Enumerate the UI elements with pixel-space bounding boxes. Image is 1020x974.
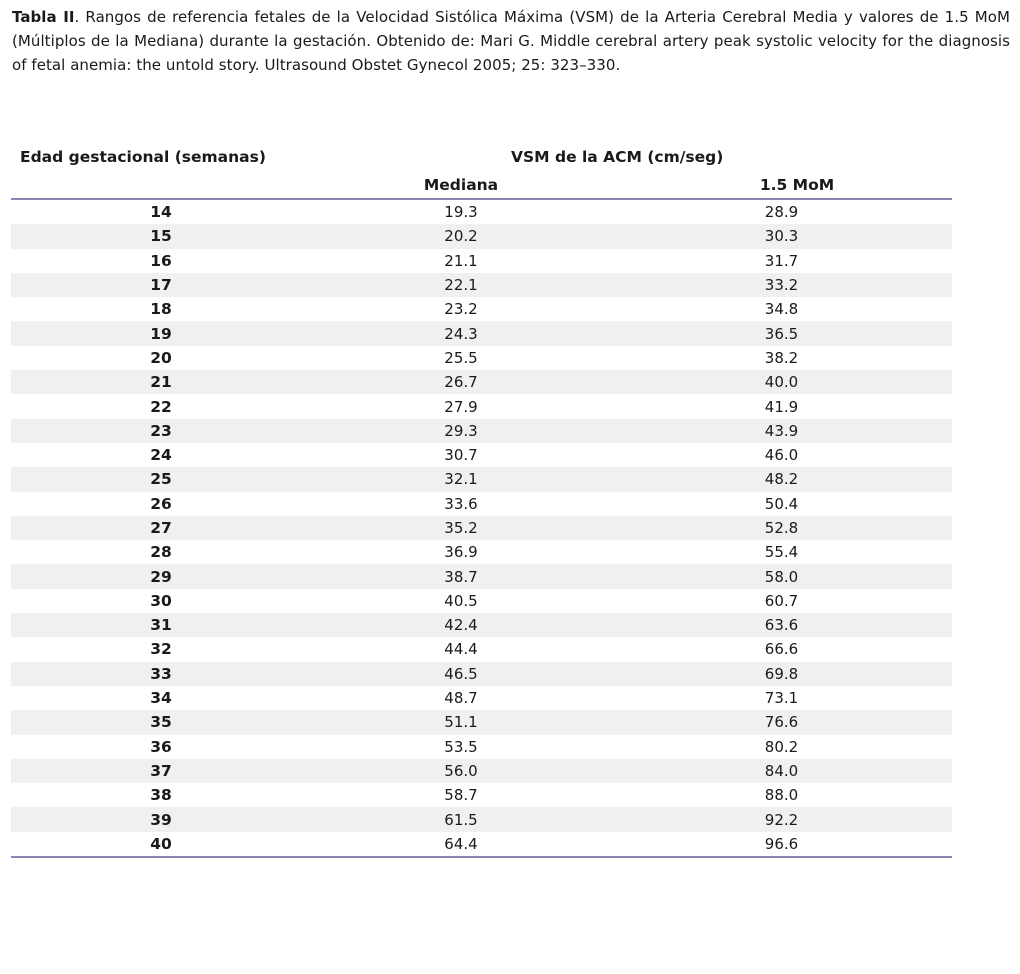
table-row: [11, 346, 952, 370]
table-row: [11, 735, 952, 759]
median-cell: 35.2: [311, 516, 611, 540]
age-cell: 23: [11, 419, 311, 443]
mom-cell: 41.9: [764, 397, 799, 416]
median-cell: 40.5: [444, 591, 478, 610]
mom-cell: 84.0: [611, 759, 952, 783]
table-row: [11, 321, 952, 345]
mom-cell: 76.6: [611, 710, 952, 734]
table-row: [11, 783, 952, 807]
table-row: [11, 467, 952, 491]
mom-cell: 96.6: [764, 834, 799, 853]
age-cell: 17: [11, 273, 311, 297]
median-cell: 36.9: [444, 543, 478, 562]
table-row: [11, 200, 952, 224]
table-caption: [12, 5, 1010, 77]
table-row: [11, 832, 952, 856]
age-cell: 22: [150, 397, 172, 416]
age-cell: 39: [11, 807, 311, 831]
age-cell: 34: [150, 689, 172, 708]
table-row: [11, 807, 952, 831]
mom-cell: 36.5: [611, 321, 952, 345]
age-cell: 30: [150, 591, 172, 610]
age-cell: 26: [150, 494, 172, 513]
median-cell: 32.1: [311, 467, 611, 491]
median-cell: 19.3: [444, 203, 478, 222]
header-vsm-group: VSM de la ACM (cm/seg): [511, 148, 724, 166]
table-row: [11, 516, 952, 540]
median-cell: 24.3: [311, 321, 611, 345]
age-cell: 37: [11, 759, 311, 783]
table-body: [11, 200, 952, 856]
footer-rule: [11, 856, 952, 858]
age-cell: 15: [11, 224, 311, 248]
age-cell: 36: [150, 737, 172, 756]
median-cell: 42.4: [311, 613, 611, 637]
mom-cell: 43.9: [611, 419, 952, 443]
table-row: [11, 759, 952, 783]
caption-label: Tabla II: [12, 8, 75, 26]
mom-cell: 40.0: [611, 370, 952, 394]
age-cell: 38: [150, 786, 172, 805]
header-mom: 1.5 MoM: [759, 176, 835, 194]
mom-cell: 52.8: [611, 516, 952, 540]
table-row: [11, 224, 952, 248]
age-cell: 19: [11, 321, 311, 345]
table-row: [11, 297, 952, 321]
age-cell: 24: [150, 446, 172, 465]
mom-cell: 28.9: [764, 203, 799, 222]
age-cell: 27: [11, 516, 311, 540]
table-row: [11, 273, 952, 297]
mom-cell: 80.2: [764, 737, 799, 756]
age-cell: 16: [150, 251, 172, 270]
table-header-main: [11, 142, 952, 176]
caption-text: . Rangos de referencia fetales de la Velocidad Sistólica Máxima (VSM) de la Arteria Cerebral Media y valores de 1.5 MoM (Múltiplos de la Mediana) durante la gestación. Obtenido de: Mari G. Middle cerebral artery peak systolic velocity for the diagnosis of fetal anemia: the untold story. Ultrasound Obstet Gynecol 2005; 25: 323–330.: [12, 8, 1010, 74]
mom-cell: 92.2: [611, 807, 952, 831]
mom-cell: 63.6: [611, 613, 952, 637]
mom-cell: 66.6: [764, 640, 799, 659]
median-cell: 38.7: [311, 564, 611, 588]
median-cell: 22.1: [311, 273, 611, 297]
table-row: [11, 589, 952, 613]
mom-cell: 50.4: [764, 494, 799, 513]
median-cell: 27.9: [444, 397, 478, 416]
median-cell: 61.5: [311, 807, 611, 831]
median-cell: 26.7: [311, 370, 611, 394]
reference-table: [11, 142, 952, 858]
median-cell: 21.1: [444, 251, 478, 270]
age-cell: 21: [11, 370, 311, 394]
table-row: [11, 564, 952, 588]
table-row: [11, 249, 952, 273]
median-cell: 20.2: [311, 224, 611, 248]
age-cell: 18: [150, 300, 172, 319]
median-cell: 53.5: [444, 737, 478, 756]
age-cell: 40: [150, 834, 172, 853]
median-cell: 25.5: [444, 348, 478, 367]
median-cell: 23.2: [444, 300, 478, 319]
median-cell: 64.4: [444, 834, 478, 853]
median-cell: 48.7: [444, 689, 478, 708]
table-row: [11, 710, 952, 734]
mom-cell: 38.2: [764, 348, 799, 367]
mom-cell: 31.7: [764, 251, 799, 270]
mom-cell: 69.8: [611, 662, 952, 686]
age-cell: 31: [11, 613, 311, 637]
age-cell: 20: [150, 348, 172, 367]
age-cell: 32: [150, 640, 172, 659]
header-median: Mediana: [423, 176, 499, 194]
age-cell: 25: [11, 467, 311, 491]
mom-cell: 46.0: [764, 446, 799, 465]
mom-cell: 60.7: [764, 591, 799, 610]
header-gestational-age: Edad gestacional (semanas): [20, 148, 266, 166]
median-cell: 33.6: [444, 494, 478, 513]
table-row: [11, 637, 952, 661]
table-header-sub: [11, 176, 952, 198]
age-cell: 14: [150, 203, 172, 222]
median-cell: 44.4: [444, 640, 478, 659]
median-cell: 30.7: [444, 446, 478, 465]
mom-cell: 33.2: [611, 273, 952, 297]
table-row: [11, 540, 952, 564]
median-cell: 29.3: [311, 419, 611, 443]
mom-cell: 48.2: [611, 467, 952, 491]
mom-cell: 34.8: [764, 300, 799, 319]
mom-cell: 55.4: [764, 543, 799, 562]
median-cell: 46.5: [311, 662, 611, 686]
age-cell: 33: [11, 662, 311, 686]
mom-cell: 73.1: [764, 689, 799, 708]
age-cell: 28: [150, 543, 172, 562]
table-row: [11, 394, 952, 418]
median-cell: 58.7: [444, 786, 478, 805]
mom-cell: 88.0: [764, 786, 799, 805]
table-row: [11, 492, 952, 516]
data-table: [11, 200, 952, 856]
median-cell: 51.1: [311, 710, 611, 734]
table-row: [11, 443, 952, 467]
table-row: [11, 370, 952, 394]
age-cell: 35: [11, 710, 311, 734]
table-row: [11, 686, 952, 710]
table-row: [11, 613, 952, 637]
table-row: [11, 662, 952, 686]
table-row: [11, 419, 952, 443]
age-cell: 29: [11, 564, 311, 588]
mom-cell: 58.0: [611, 564, 952, 588]
mom-cell: 30.3: [611, 224, 952, 248]
median-cell: 56.0: [311, 759, 611, 783]
